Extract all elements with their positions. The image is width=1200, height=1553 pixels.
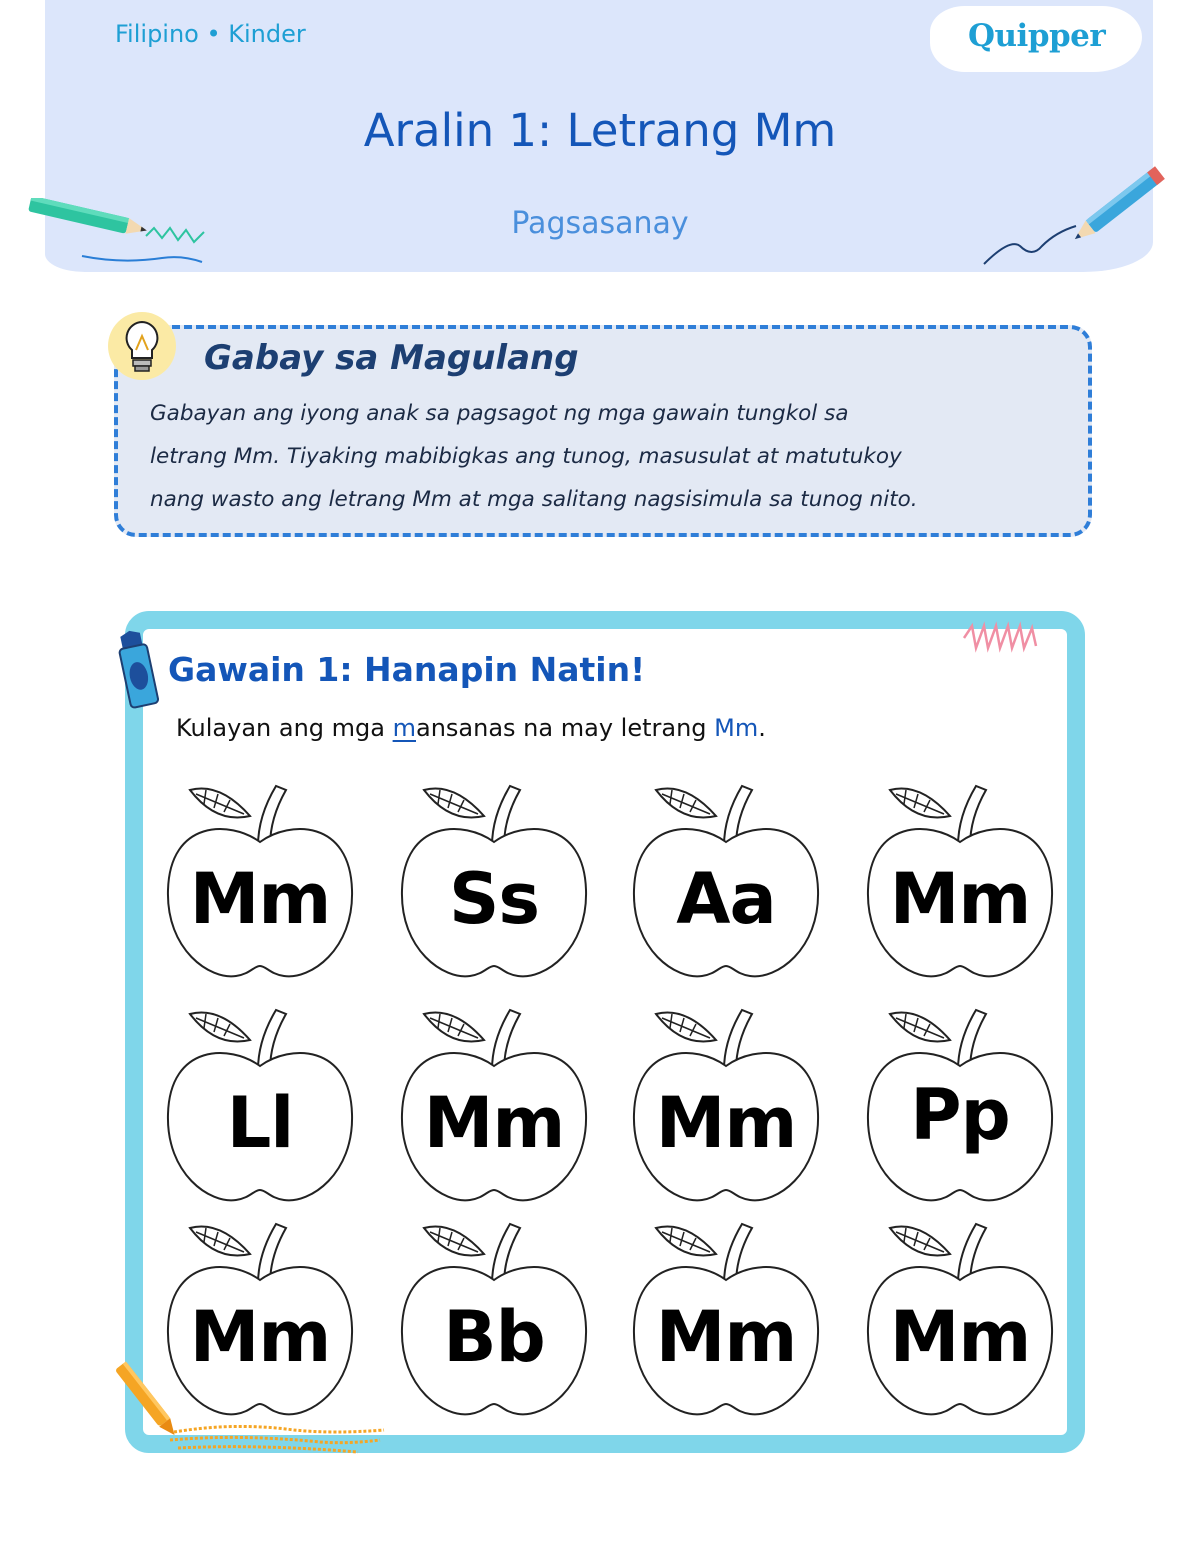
crayon-icon — [112, 630, 164, 714]
apple-item[interactable] — [394, 1218, 594, 1428]
green-pencil-icon — [24, 198, 214, 270]
subject-label: Filipino • Kinder — [115, 20, 306, 48]
apple-letter-label: Bb — [443, 1296, 545, 1378]
apple-letter-label: Mm — [423, 1082, 565, 1164]
apple-item[interactable] — [626, 1218, 826, 1428]
parent-guide-line: Gabayan ang iyong anak sa pagsagot ng mga gawain tungkol sa — [150, 401, 849, 426]
instruction-text: . — [758, 714, 766, 742]
activity-instruction — [176, 714, 766, 742]
apple-item[interactable] — [160, 1004, 360, 1214]
apple-item[interactable] — [160, 780, 360, 990]
instruction-text: Kulayan ang mga — [176, 714, 393, 742]
parent-guide-line: nang wasto ang letrang Mm at mga salitang nagsisimula sa tunog nito. — [150, 487, 918, 512]
instruction-highlight-word: Mm — [714, 714, 759, 742]
lightbulb-icon — [104, 310, 180, 386]
apple-item[interactable] — [860, 1004, 1060, 1214]
instruction-highlight-letter: m — [392, 714, 416, 742]
apple-item[interactable] — [160, 1218, 360, 1428]
apple-item[interactable] — [394, 1004, 594, 1214]
apple-letter-label: Ll — [226, 1082, 294, 1164]
apple-item[interactable] — [394, 780, 594, 990]
apple-letter-label: Ss — [448, 858, 540, 940]
apple-item[interactable] — [860, 780, 1060, 990]
apple-letter-label: Mm — [189, 858, 331, 940]
page-subtitle: Pagsasanay — [511, 206, 689, 241]
pink-scribble-icon — [960, 618, 1060, 660]
instruction-text: ansanas na may letrang — [416, 714, 715, 742]
apple-letter-label: Mm — [189, 1296, 331, 1378]
activity-title: Gawain 1: Hanapin Natin! — [168, 650, 646, 689]
apple-item[interactable] — [626, 1004, 826, 1214]
parent-guide-title: Gabay sa Magulang — [204, 338, 579, 378]
parent-guide-text — [150, 392, 1090, 521]
apple-letter-label: Mm — [889, 1296, 1031, 1378]
apple-item[interactable] — [626, 780, 826, 990]
blue-pencil-icon — [980, 156, 1180, 268]
apple-item[interactable] — [860, 1218, 1060, 1428]
apple-letter-label: Mm — [655, 1296, 797, 1378]
apple-letter-label: Mm — [655, 1082, 797, 1164]
apple-letter-label: Aa — [676, 858, 776, 940]
apple-letter-label: Pp — [910, 1074, 1010, 1156]
parent-guide-line: letrang Mm. Tiyaking mabibigkas ang tunog, masusulat at matutukoy — [150, 444, 902, 469]
page-title: Aralin 1: Letrang Mm — [363, 104, 837, 157]
brand-logo: Quipper — [968, 18, 1106, 54]
apple-letter-label: Mm — [889, 858, 1031, 940]
